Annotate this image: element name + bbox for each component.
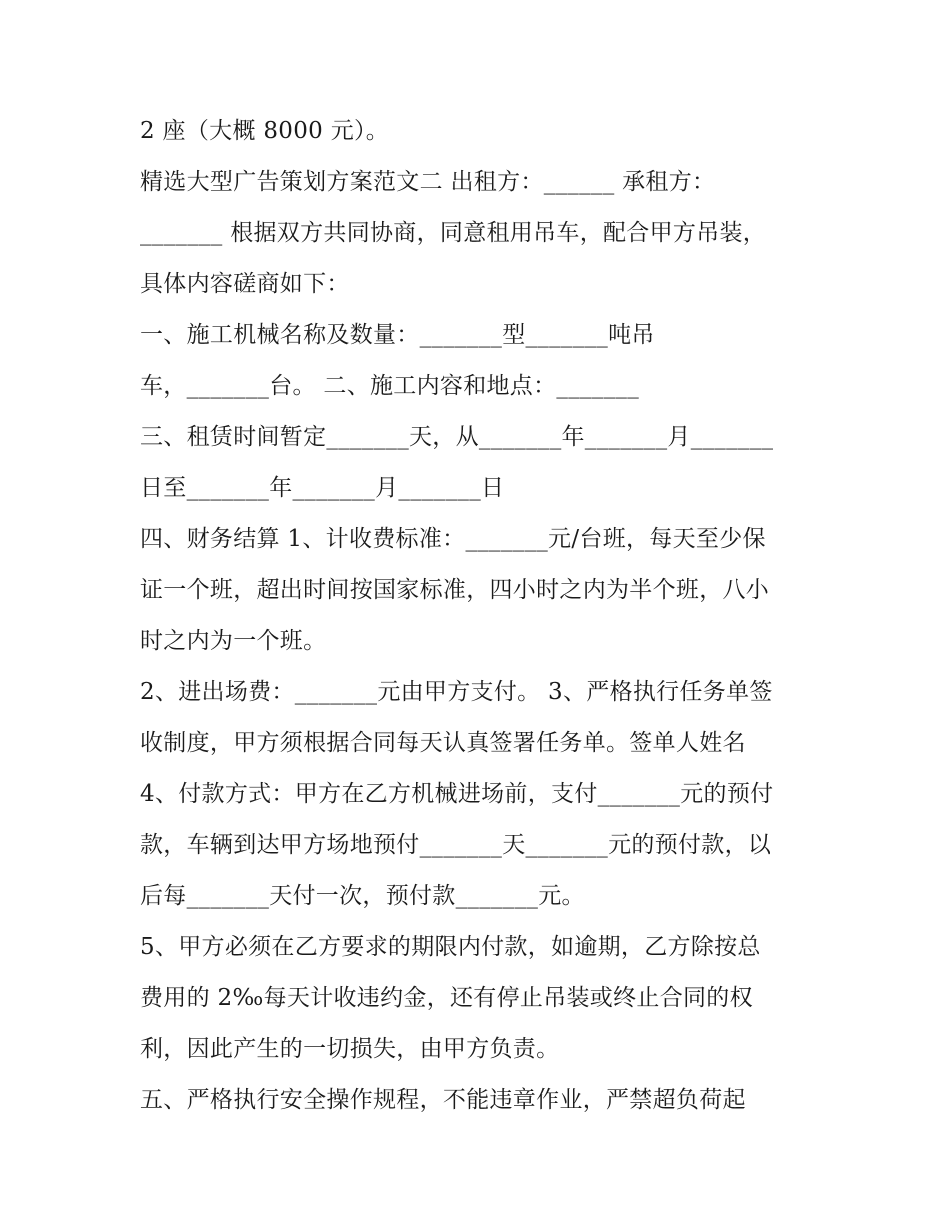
text-line-11: 时之内为一个班。 <box>140 628 327 654</box>
text-line-4: 具体内容磋商如下： <box>140 271 350 297</box>
text-line-9: 四、财务结算 1、计收费标准：_______元/台班，每天至少保 <box>140 526 766 552</box>
text-line-1: 2 座（大概 8000 元）。 <box>140 118 390 144</box>
text-line-14: 4、付款方式：甲方在乙方机械进场前，支付_______元的预付 <box>140 781 774 807</box>
text-line-20: 五、严格执行安全操作规程，不能违章作业，严禁超负荷起 <box>140 1087 746 1113</box>
text-line-13: 收制度，甲方须根据合同每天认真签署任务单。签单人姓名 <box>140 730 746 756</box>
text-line-2: 精选大型广告策划方案范文二 出租方：______ 承租方： <box>140 169 716 195</box>
text-line-12: 2、进出场费：_______元由甲方支付。 3、严格执行任务单签 <box>140 679 773 705</box>
text-line-5: 一、施工机械名称及数量：_______型_______吨吊 <box>140 322 655 348</box>
text-line-17: 5、甲方必须在乙方要求的期限内付款，如逾期，乙方除按总 <box>140 934 761 960</box>
text-line-15: 款，车辆到达甲方场地预付_______天_______元的预付款，以 <box>140 832 772 858</box>
text-line-18: 费用的 2‰每天计收违约金，还有停止吊装或终止合同的权 <box>140 985 753 1011</box>
text-line-8: 日至_______年_______月_______日 <box>140 475 505 501</box>
text-line-10: 证一个班，超出时间按国家标准，四小时之内为半个班，八小 <box>140 577 770 603</box>
document-body <box>140 106 820 1126</box>
text-line-3: _______ 根据双方共同协商，同意租用吊车，配合甲方吊装， <box>140 220 767 246</box>
text-line-7: 三、租赁时间暂定_______天，从_______年_______月_______ <box>140 424 774 450</box>
text-line-16: 后每_______天付一次，预付款_______元。 <box>140 883 585 909</box>
text-line-19: 利，因此产生的一切损失，由甲方负责。 <box>140 1036 560 1062</box>
text-line-6: 车，_______台。 二、施工内容和地点：_______ <box>140 373 640 399</box>
